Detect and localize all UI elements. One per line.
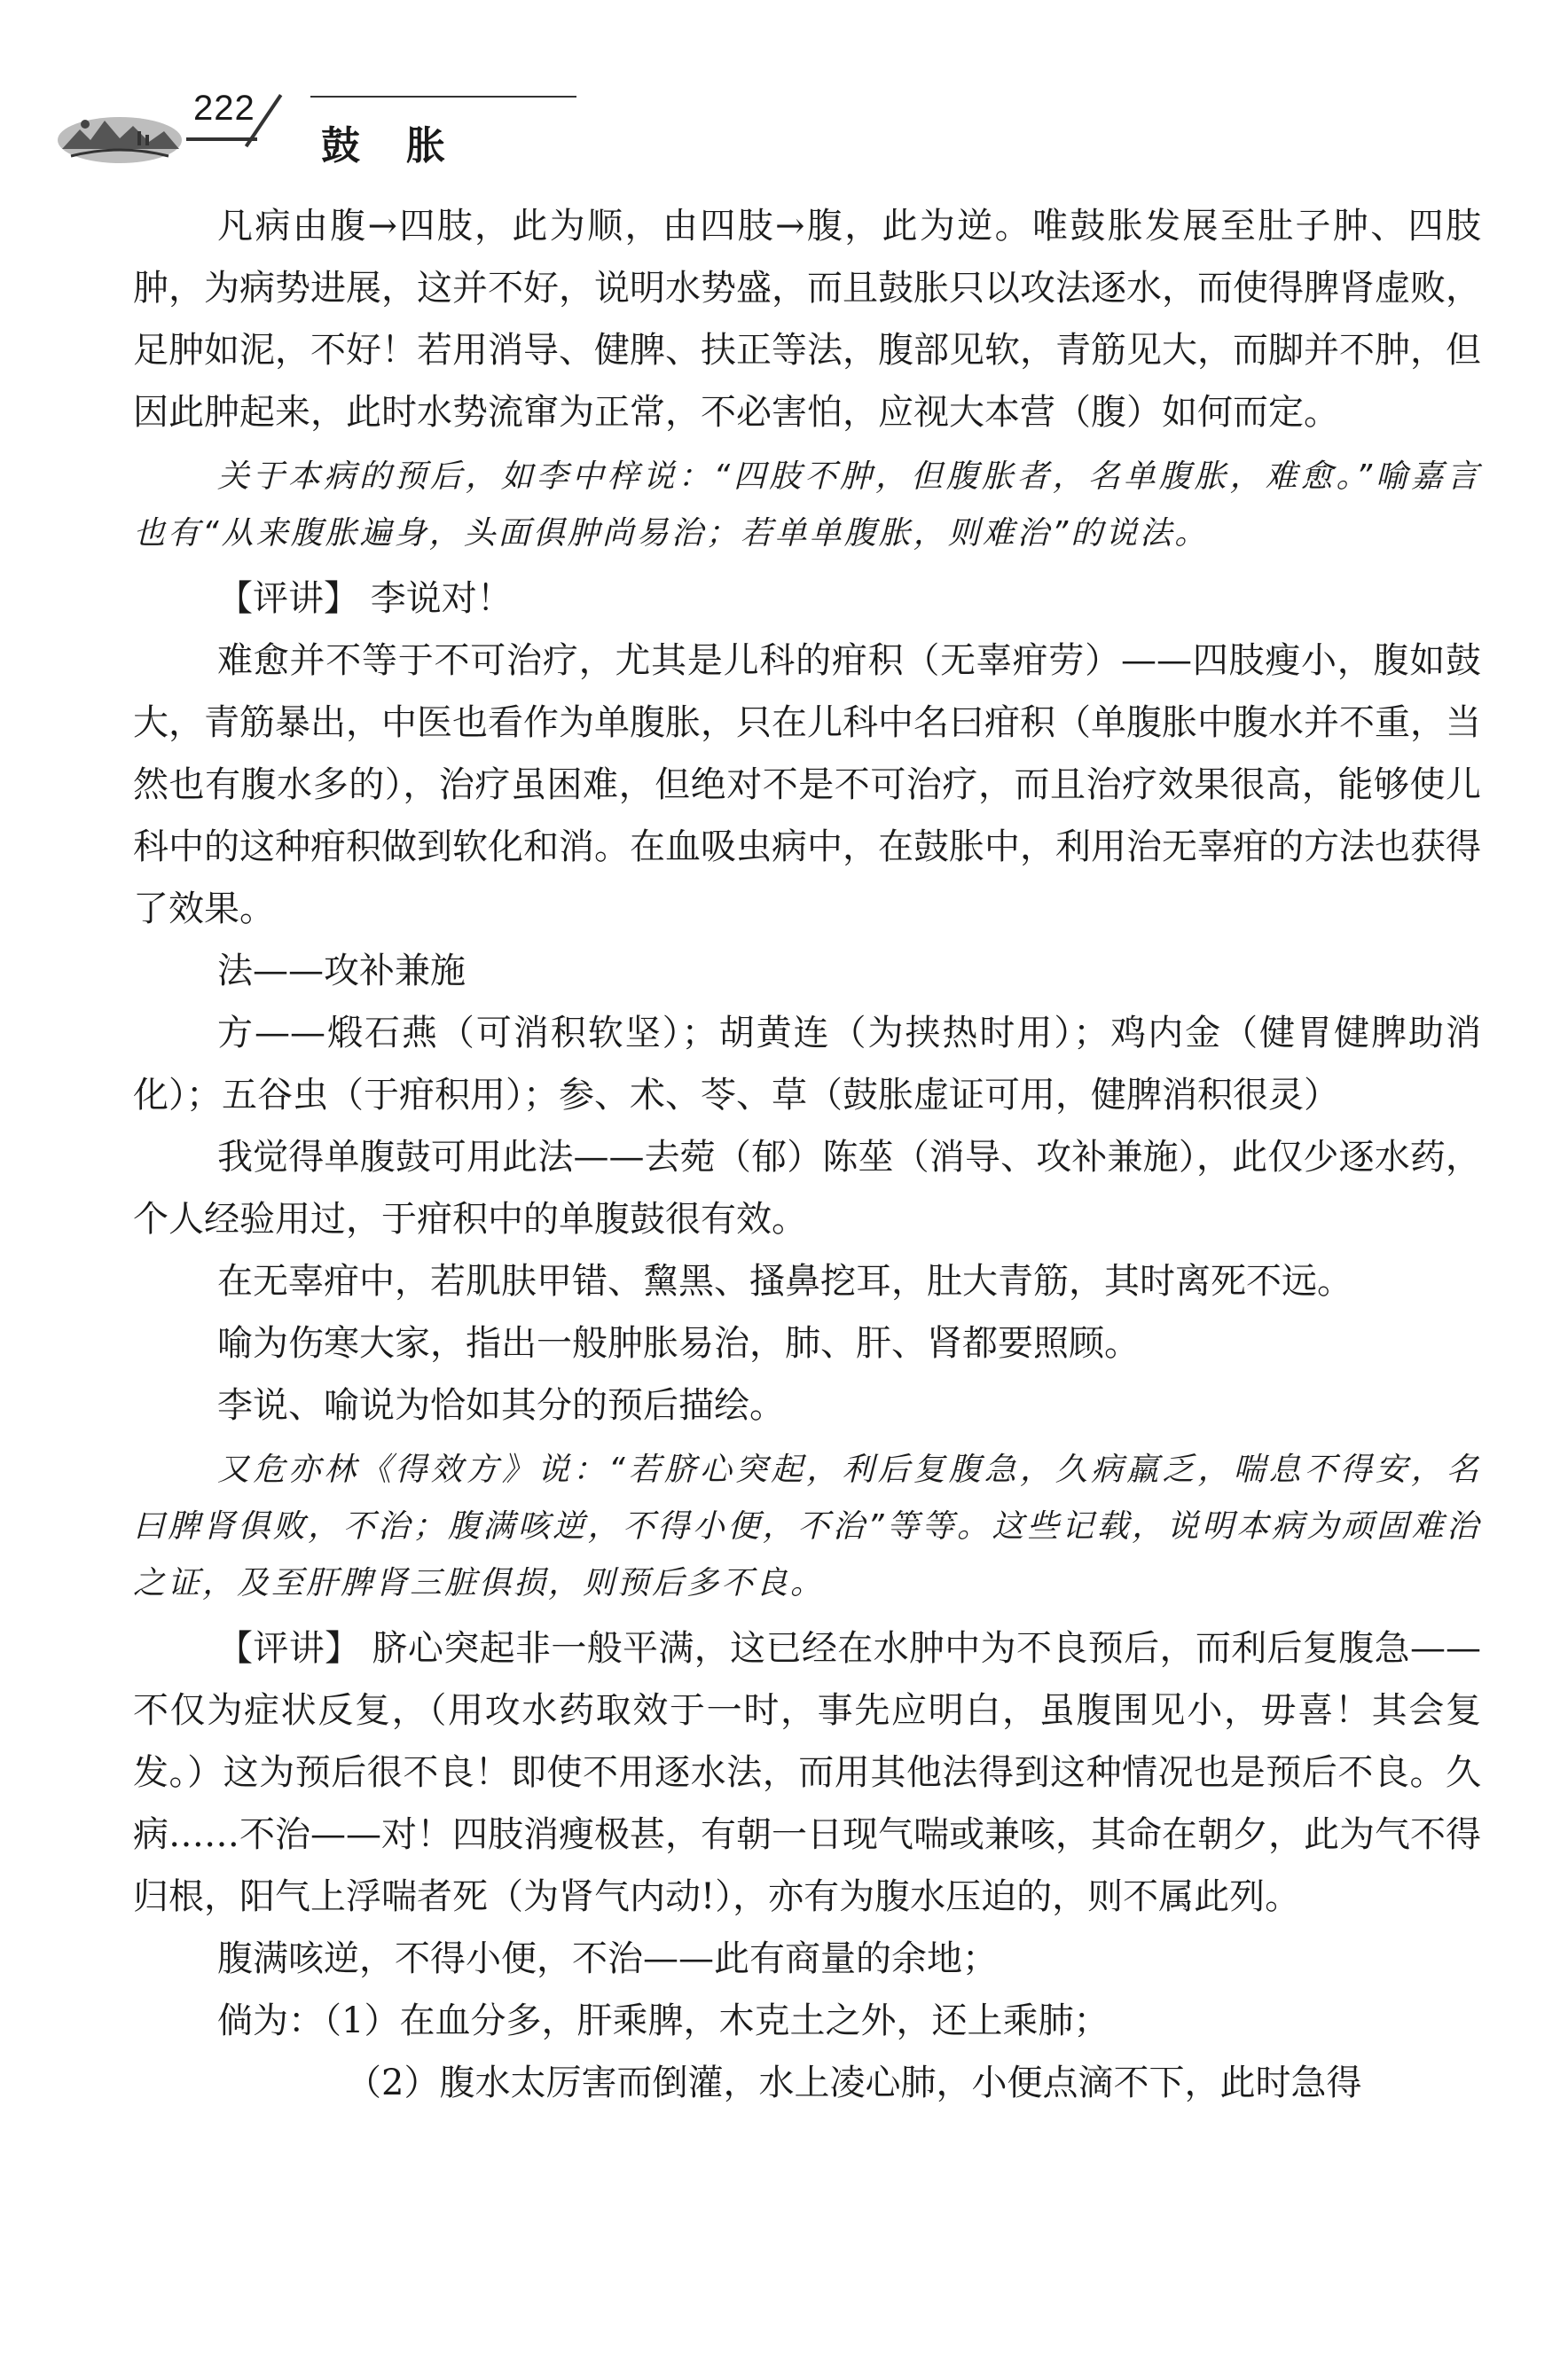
prescription-line: 方——煅石燕（可消积软坚）；胡黄连（为挟热时用）；鸡内金（健胃健脾助消化）；五谷虫（于疳积用）；参、术、苓、草（鼓胀虚证可用，健脾消积很灵） [133, 1013, 1481, 1116]
page-number: 222 [193, 89, 255, 128]
chapter-title: 鼓胀 [321, 123, 491, 168]
paragraph-5: 喻为伤寒大家，指出一般肿胀易治，肺、肝、肾都要照顾。 [217, 1323, 1140, 1364]
paragraph-7: 腹满咳逆，不得小便，不治——此有商量的余地； [217, 1938, 998, 1979]
page-body [133, 195, 1481, 2114]
list-item-1: 倘为：（1）在血分多，肝乘脾，木克土之外，还上乘肺； [217, 2000, 1109, 2041]
landscape-vignette-icon [53, 105, 186, 167]
paragraph-quote-2: 又危亦林《得效方》说：“若脐心突起，利后复腹急，久病羸乏，喘息不得安，名曰脾肾俱败，不治；腹满咳逆，不得小便，不治”等等。这些记载，说明本病为顽固难治之证，及至肝脾肾三脏俱损，则预后多不良。 [133, 1452, 1481, 1601]
paragraph-4: 在无辜疳中，若肌肤甲错、黧黑、搔鼻挖耳，肚大青筋，其时离死不远。 [217, 1261, 1352, 1302]
paragraph-6: 李说、喻说为恰如其分的预后描绘。 [217, 1385, 785, 1426]
header-top-rule [310, 96, 576, 98]
list-item-2: （2）腹水太厉害而倒灌，水上凌心肺，小便点滴不下，此时急得 [346, 2063, 1362, 2103]
paragraph-1: 凡病由腹→四肢，此为顺，由四肢→腹，此为逆。唯鼓胀发展至肚子肿、四肢肿，为病势进展，这并不好，说明水势盛，而且鼓胀只以攻法逐水，而使得脾肾虚败，足肿如泥，不好！若用消导、健脾、扶正等法，腹部见软，青筋见大，而脚并不肿，但因此肿起来，此时水势流窜为正常，不必害怕，应视大本营（腹）如何而定。 [133, 206, 1481, 433]
paragraph-2: 难愈并不等于不可治疗，尤其是儿科的疳积（无辜疳劳）——四肢瘦小，腹如鼓大，青筋暴出，中医也看作为单腹胀，只在儿科中名曰疳积（单腹胀中腹水并不重，当然也有腹水多的），治疗虽困难，但绝对不是不可治疗，而且治疗效果很高，能够使儿科中的这种疳积做到软化和消。在血吸虫病中，在鼓胀中，利用治无辜疳的方法也获得了效果。 [133, 640, 1481, 929]
commentary-heading-1: 【评讲】 李说对！ [217, 578, 513, 619]
method-line: 法——攻补兼施 [217, 951, 466, 991]
page-header [53, 89, 514, 177]
commentary-paragraph-2: 【评讲】 脐心突起非一般平满，这已经在水肿中为不良预后，而利后复腹急——不仅为症状反复，（用攻水药取效于一时，事先应明白，虽腹围见小，毋喜！其会复发。）这为预后很不良！即使不用逐水法，而用其他法得到这种情况也是预后不良。久病……不治——对！四肢消瘦极甚，有朝一日现气喘或兼咳，其命在朝夕，此为气不得归根，阳气上浮喘者死（为肾气内动!），亦有为腹水压迫的，则不属此列。 [133, 1628, 1481, 1917]
paragraph-3: 我觉得单腹鼓可用此法——去菀（郁）陈莝（消导、攻补兼施），此仅少逐水药，个人经验用过，于疳积中的单腹鼓很有效。 [133, 1137, 1481, 1240]
paragraph-quote-1: 关于本病的预后，如李中梓说：“四肢不肿，但腹胀者，名单腹胀，难愈。”喻嘉言也有“从来腹胀遍身，头面俱肿尚易治；若单单腹胀，则难治”的说法。 [133, 458, 1481, 552]
